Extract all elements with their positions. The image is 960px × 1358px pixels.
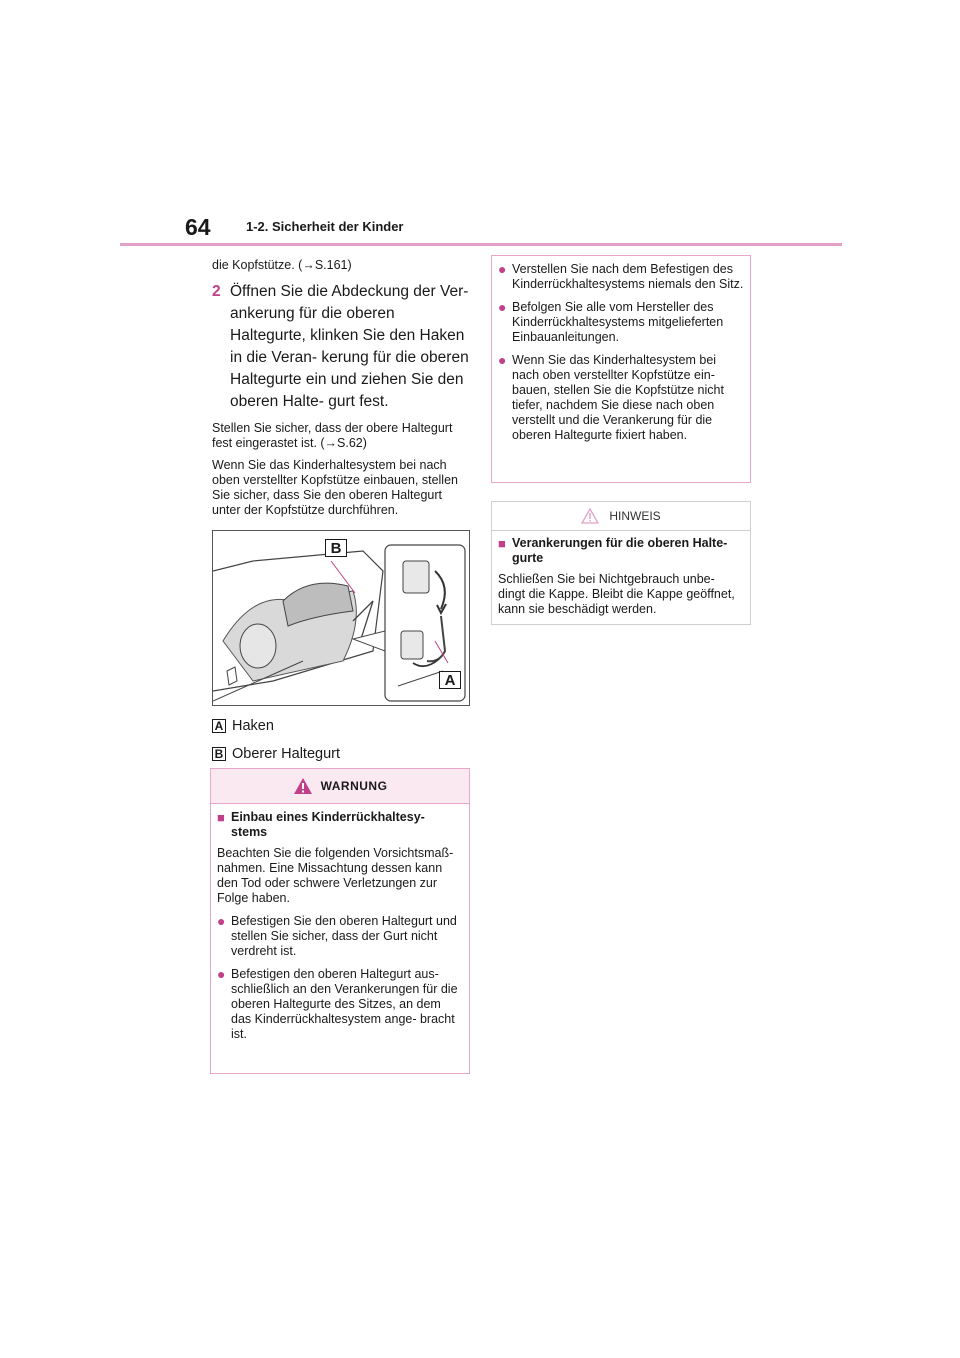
notice-heading bbox=[498, 536, 744, 566]
notice-title: HINWEIS bbox=[609, 509, 661, 523]
caution-triangle-icon bbox=[581, 508, 599, 524]
step-number: 2 bbox=[212, 283, 221, 300]
warning-heading-text: Einbau eines Kinderrückhaltesy- stems bbox=[231, 810, 425, 839]
legend-key-b: B bbox=[212, 747, 226, 761]
warning-bullet bbox=[498, 262, 744, 292]
warning-heading bbox=[217, 810, 463, 840]
legend-key-a: A bbox=[212, 719, 226, 733]
note-headrest: Wenn Sie das Kinderhaltesystem bei nach oben verstellter Kopfstütze einbauen, stellen Sie sicher, dass Sie den oberen Haltegurt unter der Kopfstütze durchführen. bbox=[212, 458, 458, 517]
warning-bullet bbox=[498, 353, 744, 443]
legend-hook bbox=[212, 718, 470, 734]
notice-body bbox=[492, 531, 750, 617]
note-latched: Stellen Sie sicher, dass der obere Haltegurt fest eingerastet ist. (→S.62) bbox=[212, 421, 453, 450]
step-2 bbox=[212, 281, 470, 413]
notice-heading-text: Verankerungen für die oberen Halte- gurte bbox=[512, 536, 728, 565]
tether-illustration bbox=[212, 530, 470, 706]
warning-bullet-text: Wenn Sie das Kinderhaltesystem bei nach oben verstellter Kopfstütze ein- bauen, stellen Sie die Kopfstütze nicht tiefer, nachdem Sie diese nach oben verstellt und die Verankerung für die oberen Haltegurte fixiert haben. bbox=[512, 353, 724, 442]
bullet-dot-icon: ● bbox=[498, 299, 507, 315]
warning-header bbox=[211, 769, 469, 804]
step-text: Öffnen Sie die Abdeckung der Ver- ankerung für die oberen Haltegurte, klinken Sie den Haken in die Veran- kerung für die oberen Haltegurte ein und ziehen Sie den oberen Halte- gurt fest. bbox=[230, 283, 469, 410]
intro-text: die Kopfstütze. (→S.161) bbox=[212, 258, 352, 272]
notice-text: Schließen Sie bei Nichtgebrauch unbe- dingt die Kappe. Bleibt die Kappe geöffnet, kann sie beschädigt werden. bbox=[498, 572, 735, 616]
seat-anchor-drawing bbox=[213, 531, 469, 705]
warning-title: WARNUNG bbox=[320, 779, 388, 793]
notice-box bbox=[491, 501, 751, 625]
square-bullet-icon: ■ bbox=[498, 536, 506, 551]
left-column bbox=[212, 258, 470, 762]
header-rule bbox=[120, 243, 842, 246]
warning-bullet bbox=[217, 967, 463, 1042]
warning-intro: Beachten Sie die folgenden Vorsichtsmaß- nahmen. Eine Missachtung dessen kann den Tod oder schwere Verletzungen zur Folge haben. bbox=[217, 846, 454, 905]
warning-bullet bbox=[498, 300, 744, 345]
warning-bullet bbox=[217, 914, 463, 959]
square-bullet-icon: ■ bbox=[217, 810, 225, 825]
warning-bullet-text: Befestigen Sie den oberen Haltegurt und stellen Sie sicher, dass der Gurt nicht verdreht ist. bbox=[231, 914, 457, 958]
warning-triangle-icon bbox=[293, 777, 313, 795]
figure-label-b: B bbox=[325, 539, 347, 557]
warning-bullet-text: Befestigen den oberen Haltegurt aus- schließlich an den Verankerungen für die oberen Haltegurte des Sitzes, an dem das Kinderrückhaltesystem ange- bracht ist. bbox=[231, 967, 458, 1041]
warning-box bbox=[210, 768, 470, 1074]
page-number: 64 bbox=[185, 214, 211, 240]
warning-bullet-text: Befolgen Sie alle vom Hersteller des Kinderrückhaltesystems mitgelieferten Einbauanleitungen. bbox=[512, 300, 724, 344]
warning-body bbox=[211, 804, 469, 1042]
legend-strap bbox=[212, 746, 470, 762]
figure-label-a: A bbox=[439, 671, 461, 689]
bullet-dot-icon: ● bbox=[498, 261, 507, 277]
legend-text-a: Haken bbox=[232, 718, 274, 734]
legend-text-b: Oberer Haltegurt bbox=[232, 746, 340, 762]
bullet-dot-icon: ● bbox=[498, 352, 507, 368]
warning-bullet-text: Verstellen Sie nach dem Befestigen des Kinderrückhaltesystems niemals den Sitz. bbox=[512, 262, 744, 291]
bullet-dot-icon: ● bbox=[217, 966, 226, 982]
warning-continued-box bbox=[491, 255, 751, 483]
notice-header bbox=[492, 502, 750, 531]
section-title: 1-2. Sicherheit der Kinder bbox=[246, 219, 404, 234]
bullet-dot-icon: ● bbox=[217, 913, 226, 929]
warning-continued-body bbox=[492, 256, 750, 443]
